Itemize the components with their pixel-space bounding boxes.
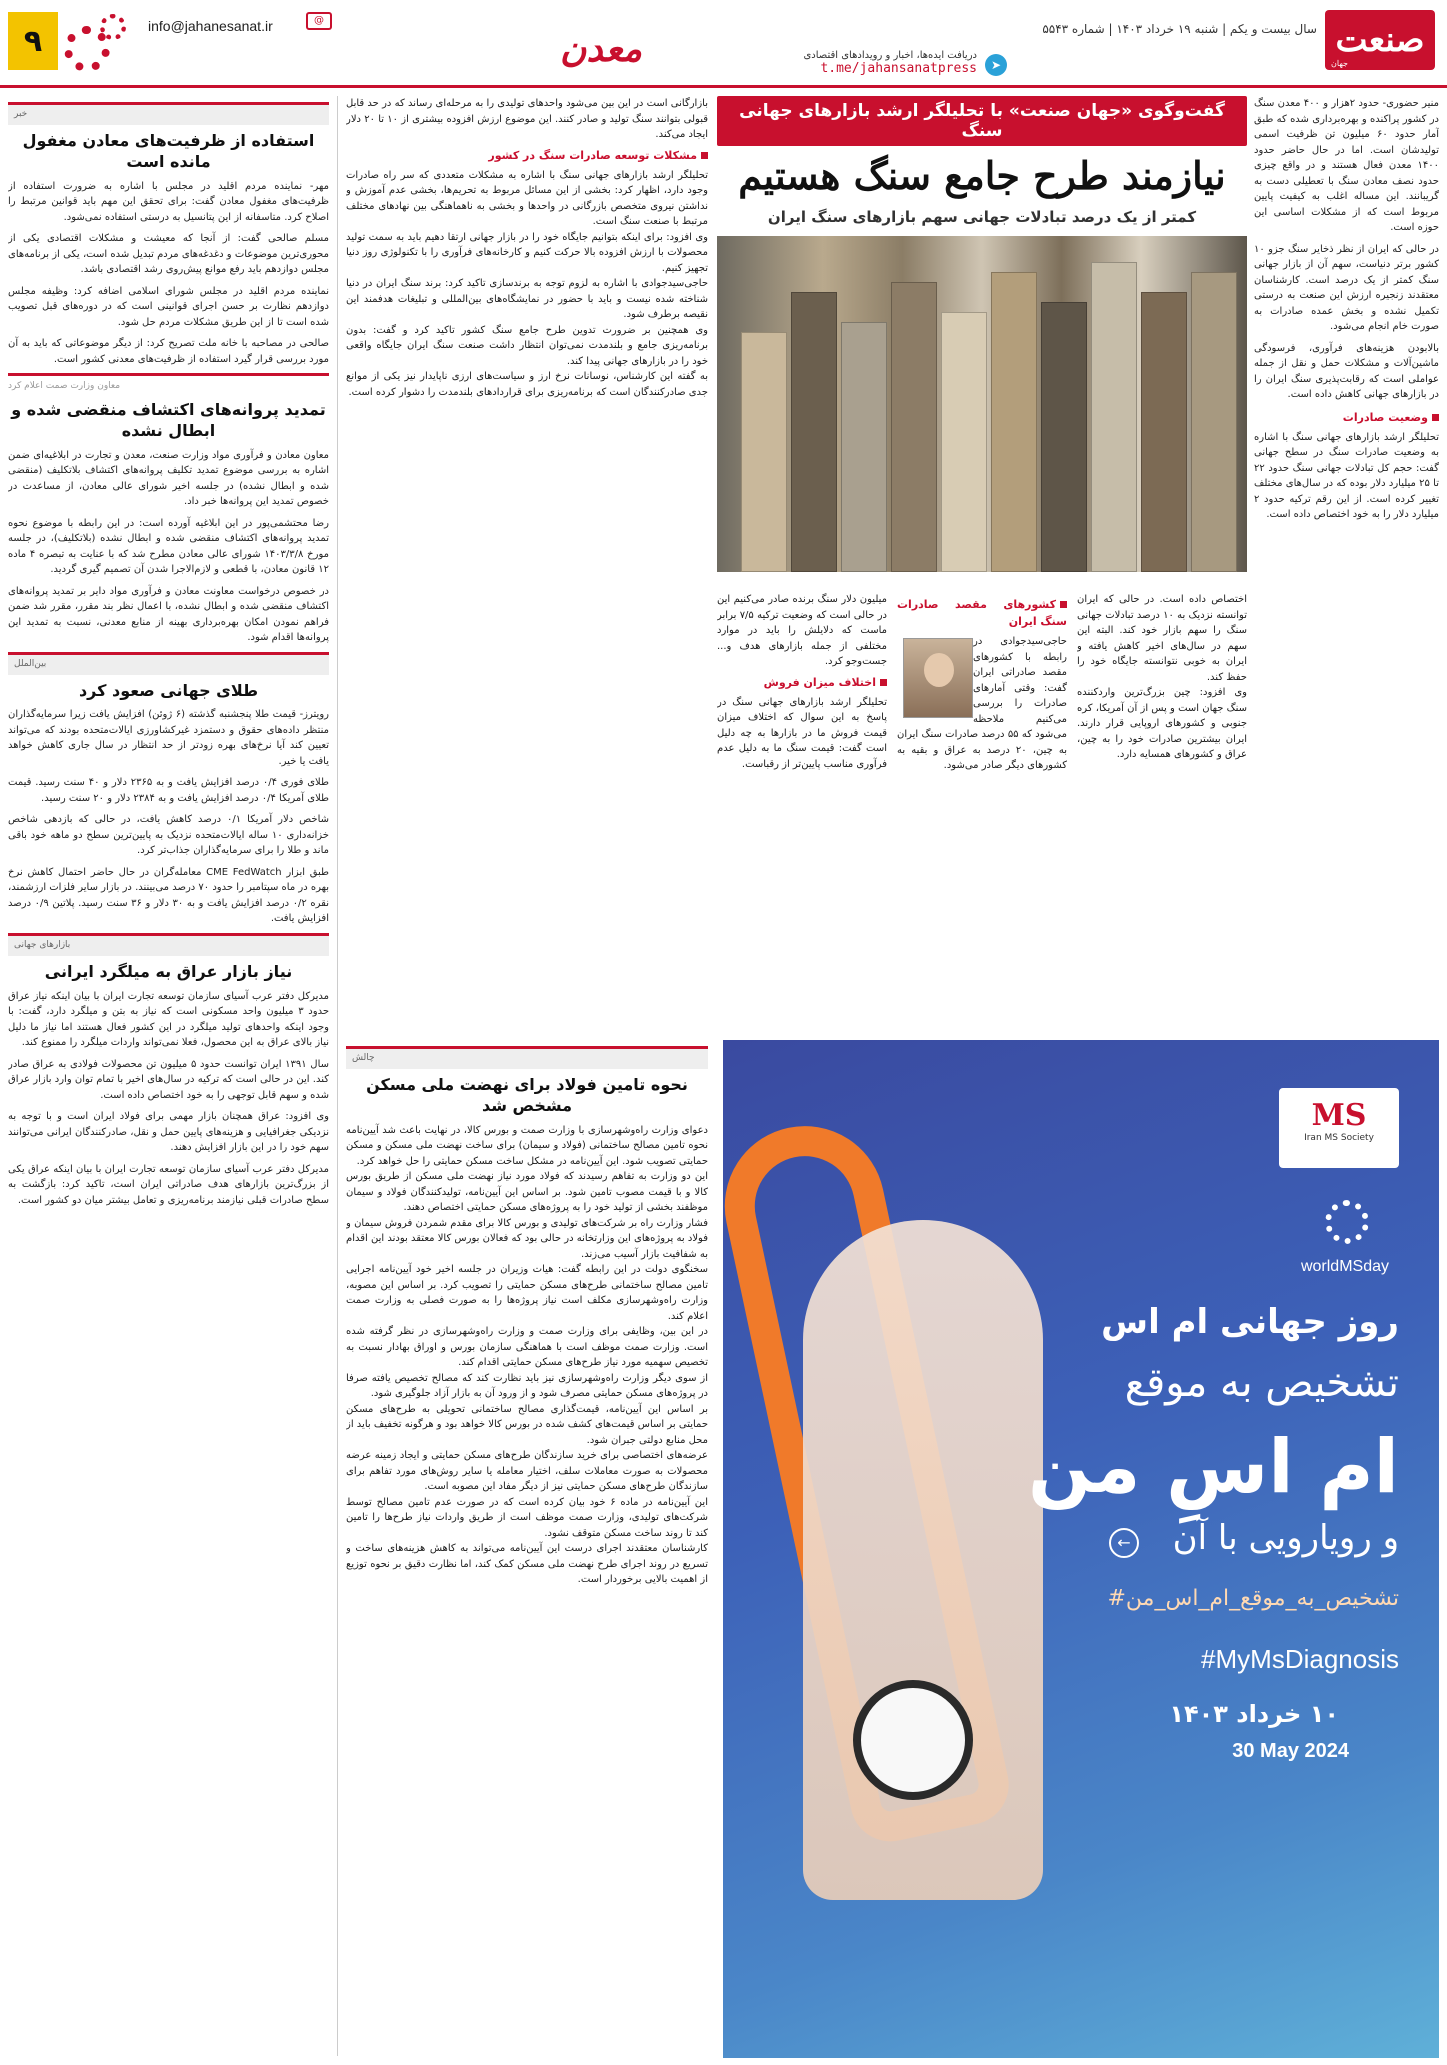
paragraph: مهر- نماینده مردم اقلید در مجلس با اشاره به ضرورت استفاده از ظرفیت‌های مغفول معادن گفت: برای تحقق این مهم باید قوانین مرتبط را اصلاح کرد. متاسفانه از این پتانسیل به درستی استفاده نمی‌شود. bbox=[8, 180, 329, 223]
ad-date-en: 30 May 2024 bbox=[1232, 1740, 1349, 1762]
ms-society-logo bbox=[1279, 1088, 1399, 1168]
paragraph: طلای فوری ۰/۴ درصد افزایش یافت و به ۲۳۶۵ دلار و ۴۰ سنت رسید. قیمت طلای آمریکا ۰/۴ درصد افزایش یافت و به ۲۳۸۴ دلار و ۲۰ سنت رسید. bbox=[8, 777, 329, 804]
paragraph: بر اساس این آیین‌نامه، قیمت‌گذاری مصالح ساختمانی تحویلی به طرح‌های مسکن حمایتی بر اساس قیمت‌های کشف شده در بورس کالا خواهد بود و هرگونه تخفیف باید از محل منابع دولتی جبران شود. bbox=[346, 1403, 708, 1446]
subheading: اختلاف میزان فروش bbox=[717, 674, 887, 691]
paragraph: رضا محتشمی‌پور در این ابلاغیه آورده است: در این رابطه با موضوع نحوه تمدید پروانه‌های اکتشاف منقضی شده و ابطال نشده (بلاتکلیف)، در جلسه مورخ ۱۴۰۳/۳/۸ شورای عالی معادن مطرح شد که با عنایت به تبصره ۴ ماده ۱۲ قانون معادن، با قطعی و لازم‌الاجرا شدن آن تصمیم گیری گردید. bbox=[8, 517, 329, 576]
brand-logo[interactable] bbox=[1325, 10, 1435, 70]
article-title[interactable]: استفاده از ظرفیت‌های معادن مغفول مانده است bbox=[22, 130, 315, 171]
ad-line: روز جهانی ام اس bbox=[1101, 1302, 1399, 1342]
subheading: وضعیت صادرات bbox=[1254, 409, 1439, 426]
paragraph: وی افزود: عراق همچنان بازار مهمی برای فولاد ایران است و با توجه به نزدیکی جغرافیایی و هزینه‌های پایین حمل و نقل، صادرکنندگان ایرانی می‌توانند سهم خود را در این بازار افزایش دهند. bbox=[8, 1111, 329, 1154]
challenge-article bbox=[346, 1040, 708, 2058]
feature-article bbox=[717, 96, 1247, 572]
sub-column bbox=[717, 592, 887, 1032]
article-title[interactable]: نیاز بازار عراق به میلگرد ایرانی bbox=[44, 961, 293, 981]
logo-text: Iran MS Society bbox=[1304, 1133, 1374, 1143]
paragraph: این دو وزارت به تفاهم رسیدند که فولاد مورد نیاز نهضت ملی مسکن از طریق بورس کالا و با قیمت مصوب تامین شود. بر اساس این آیین‌نامه، تولیدکنندگان فولاد و سیمان موظفند بخشی از تولید خود را به پروژه‌های مسکن حمایتی اختصاص دهند. bbox=[346, 1171, 708, 1214]
wristwatch-icon bbox=[853, 1680, 973, 1800]
paragraph: تحلیلگر ارشد بازارهای جهانی سنگ در پاسخ به این سوال که اختلاف میزان قیمت فروش ما در بازارها به چه دلیل است گفت: قیمت سنگ ما به دلیل عدم فرآوری مناسب پایین‌تر از رقباست. bbox=[717, 696, 887, 770]
paragraph: تحلیلگر ارشد بازارهای جهانی سنگ با اشاره به مشکلات متعددی که سر راه صادرات وجود دارد، اظهار کرد: بخشی از این مسائل مربوط به تحریم‌ها، بخشی عدم آموزش و نداشتن نیروی متخصص بازرگانی در واحدها و بخشی به ناهماهنگی بین نهادهای مختلف مرتبط با صنعت سنگ است. bbox=[346, 169, 708, 228]
paragraph: در خصوص درخواست معاونت معادن و فرآوری مواد دایر بر تمدید پروانه‌های اکتشاف منقضی شده و ابطال نشده، با اعمال نظر بند مقرر، مقرر شد ضمن فراهم نمودن امکان بهره‌برداری بهینه از منابع معدنی، نسبت به تمدید این پروانه‌ها اقدام شود. bbox=[8, 585, 329, 644]
brand-sub: جهان bbox=[1331, 59, 1348, 68]
paragraph: طبق ابزار CME FedWatch معامله‌گران در حال حاضر احتمال کاهش نرخ بهره در ماه سپتامبر را حدود ۷۰ درصد می‌بینند. در بازار سایر فلزات ارزشمند، نقره ۰/۲ درصد افزایش یافت و به ۳۰ دلار و ۳۶ سنت رسید. پلاتین ۰/۹ درصد افزایش یافت. bbox=[8, 866, 330, 925]
paragraph: وی همچنین بر ضرورت تدوین طرح جامع سنگ کشور تاکید کرد و گفت: بدون برنامه‌ریزی جامع و بلندمدت نمی‌توان انتظار داشت صنعت سنگ ایران جایگاه واقعی خود را در بازارهای جهانی پیدا کند. bbox=[346, 324, 708, 367]
paragraph: رویترز- قیمت طلا پنجشنبه گذشته (۶ ژوئن) افزایش یافت زیرا سرمایه‌گذاران منتظر داده‌های حقوق و دستمزد غیرکشاورزی ایالات‌متحده بودند که می‌تواند تعیین کند آیا نرخ‌های بهره زودتر از حد انتظار در سال جاری کاهش خواهد یافت یا خیر. bbox=[8, 709, 329, 767]
paragraph: میلیون دلار سنگ برنده صادر می‌کنیم این در حالی است که وضعیت ترکیه ۷/۵ برابر ماست که دلایلش را باید در موارد مختلفی از جمله بازارهای هدف و... جست‌وجو کرد. bbox=[717, 594, 887, 667]
paragraph: حاجی‌سیدجوادی در رابطه با کشورهای مقصد صادراتی ایران گفت: وقتی آمارهای صادرات را بررسی می‌کنیم ملاحظه می‌شود که ۵۵ درصد صادرات سنگ ایران به چین، ۲۰ درصد به عراق و بقیه به کشورهای دیگر صادر می‌شود. bbox=[897, 636, 1067, 772]
paragraph: عرضه‌های اختصاصی برای خرید سازندگان طرح‌های مسکن حمایتی و ایجاد زمینه عرضه محصولات به صورت معاملات سلف، اختیار معامله یا سایر روش‌های مورد تفاهم برای سازندگان طرح‌های مسکن حمایتی نیز از دیگر مفاد این مصوبه است. bbox=[346, 1450, 708, 1493]
paragraph: مدیرکل دفتر عرب آسیای سازمان توسعه تجارت ایران با بیان اینکه نیاز عراق حدود ۳ میلیون واحد مسکونی است که نیاز به بتن و میلگرد دارد، گفت: با وجود اینکه واحدهای تولید میلگرد در این کشور فعال هستند اما نیاز ما دلیل نیاز بالای عراق به این محصول، فعلا نمی‌تواند واردات میلگرد را ممنوع کند. bbox=[8, 990, 329, 1049]
feature-continuation bbox=[717, 592, 1247, 1032]
paragraph: منیر حضوری- حدود ۲هزار و ۴۰۰ معدن سنگ در کشور پراکنده و بهره‌برداری شده که طبق آمار حدود ۶۰ میلیون تن ظرفیت اسمی تولیدشان است. اما در حال حاضر حدود ۱۴۰۰ معدن فعال هستند و در واقع چیزی حدود نصف معادن سنگ با تعطیلی دست به گریبانند. این مساله اغلب به کیفیت پایین مربوط است که از مشکلات اساسی این حوزه است. bbox=[1254, 98, 1439, 233]
divider bbox=[8, 373, 329, 376]
ad-date-fa: ۱۰ خرداد ۱۴۰۳ bbox=[1169, 1700, 1339, 1728]
paragraph: در این بین، وظایفی برای وزارت صمت و وزارت راه‌وشهرسازی در نظر گرفته شده است. وزارت صمت موظف است با هماهنگی سازمان بورس و اوراق بهادار نسبت به تخصیص سهمیه مورد نیاز طرح‌های مسکن حمایتی اقدام کند. bbox=[346, 1326, 708, 1369]
gear-small-icon bbox=[100, 14, 126, 40]
article-kicker: معاون وزارت صمت اعلام کرد bbox=[8, 381, 121, 392]
paragraph: در حالی که ایران از نظر ذخایر سنگ جزو ۱۰ کشور برتر دنیاست، سهم آن از بازار جهانی سنگ کمتر از یک درصد است. کارشناسان معتقدند زنجیره ارزش این صنعت به درستی تکمیل نشده و بخش عمده صادرات به صورت خام انجام می‌شود. bbox=[1254, 243, 1439, 332]
box-label: خبر bbox=[8, 102, 329, 125]
section-title: معدن bbox=[560, 28, 642, 70]
news-column bbox=[8, 96, 338, 2056]
logo-mark: MS bbox=[1311, 1098, 1367, 1133]
lead-column bbox=[1254, 96, 1439, 1026]
telegram-text: دریافت ایده‌ها، اخبار و رویدادهای اقتصادی bbox=[803, 50, 977, 61]
paragraph: شاخص دلار آمریکا ۰/۱ درصد کاهش یافت، در حالی که بازدهی شاخص خزانه‌داری ۱۰ ساله ایالات‌متحده نزدیک به پایین‌ترین سطح دو ماهه خود باقی ماند و طلا را برای سرمایه‌گذاران جذاب‌تر کرد. bbox=[8, 814, 329, 857]
kicker: گفت‌وگوی «جهان صنعت» با تحلیلگر ارشد بازارهای جهانی سنگ bbox=[717, 96, 1247, 146]
ad-hashtag-en[interactable]: #MyMsDiagnosis bbox=[1201, 1644, 1399, 1674]
paragraph: اختصاص داده است. در حالی که ایران توانسته نزدیک به ۱۰ درصد تبادلات جهانی سنگ را سهم بازار خود کند. البته این سهم در سال‌های اخیر کاهش یافته و ایران به خوبی نتوانسته جایگاه خود را حفظ کند. bbox=[1077, 594, 1247, 683]
paragraph: وی افزود: برای اینکه بتوانیم جایگاه خود را در بازار جهانی ارتقا دهیم باید به سمت تولید محصولات با ارزش افزوده بالا حرکت کنیم و کارخانه‌های فرآوری را با تکنولوژی روز دنیا تجهیز کنیم. bbox=[346, 231, 708, 274]
paragraph: وی افزود: چین بزرگ‌ترین واردکننده سنگ جهان است و پس از آن آمریکا، کره جنوبی و کشورهای اروپایی قرار دارند. ایران بیشترین صادرات خود را به چین، عراق و کشورهای همسایه دارد. bbox=[1077, 687, 1247, 760]
paragraph: تحلیلگر ارشد بازارهای جهانی سنگ با اشاره به وضعیت صادرات سنگ در سطح جهانی گفت: حجم کل تبادلات جهانی سنگ حدود ۲۲ تا ۲۵ میلیارد دلار بوده که در سال‌های مختلف تغییر کرده است. از این رقم ترکیه حدود ۲ میلیارد دلار را به خود اختصاص داده است. bbox=[1254, 431, 1439, 521]
stone-slabs-photo bbox=[717, 236, 1247, 572]
box-label: بین‌الملل bbox=[8, 652, 329, 675]
headline[interactable]: نیازمند طرح جامع سنگ هستیم bbox=[738, 153, 1226, 198]
article-title[interactable]: طلای جهانی صعود کرد bbox=[78, 680, 259, 700]
analyst-portrait bbox=[903, 638, 973, 718]
ad-hashtag-fa[interactable]: تشخیص_به_موقع_ام_اس_من# bbox=[1107, 1586, 1399, 1611]
paragraph: بالابودن هزینه‌های فرآوری، فرسودگی ماشین‌آلات و مشکلات حمل و نقل از جمله عواملی است که رقابت‌پذیری سنگ ایران را در بازارهای جهانی کاهش داده است. bbox=[1254, 342, 1439, 400]
subheadline: کمتر از یک درصد تبادلات جهانی سهم بازارهای سنگ ایران bbox=[767, 207, 1197, 226]
subheading: کشورهای مقصد صادرات سنگ ایران bbox=[897, 596, 1067, 630]
arrow-left-icon: ← bbox=[1109, 1528, 1139, 1558]
ad-line: و رویارویی با آن bbox=[1172, 1518, 1399, 1558]
page-number: ۹ bbox=[8, 12, 58, 70]
paragraph: سال ۱۳۹۱ ایران توانست حدود ۵ میلیون تن محصولات فولادی به عراق صادر کند. این در حالی است که ترکیه در سال‌های اخیر با تمام توان وارد بازار عراق شده و سهم قابل توجهی را به خود اختصاص داده است. bbox=[8, 1058, 329, 1101]
paragraph: نماینده مردم اقلید در مجلس شورای اسلامی اضافه کرد: وظیفه مجلس دوازدهم نظارت بر حسن اجرای قوانینی است که در دوره‌های قبل تصویب شده است تا از این طریق مشکلات مردم حل شود. bbox=[8, 285, 329, 328]
paragraph: مدیرکل دفتر عرب آسیای سازمان توسعه تجارت ایران با بیان اینکه عراق یکی از بزرگ‌ترین بازارهای هدف صادراتی ایران است، تاکید کرد: بازگشت به سطح صادرات قبلی نیازمند برنامه‌ریزی و تعامل بیشتر میان دو کشور است. bbox=[8, 1163, 329, 1206]
paragraph: این آیین‌نامه در ماده ۶ خود بیان کرده است که در صورت عدم تامین مصالح توسط شرکت‌های تولیدی، وزارت صمت موظف است از طریق واردات نیاز طرح‌ها را تامین کند تا روند ساخت مسکن متوقف نشود. bbox=[346, 1496, 708, 1539]
paragraph: دعوای وزارت راه‌وشهرسازی با وزارت صمت و بورس کالا، در نهایت باعث شد آیین‌نامه نحوه تامین مصالح ساختمانی (فولاد و سیمان) برای ساخت نهضت ملی مسکن و مسکن حمایتی تصویب شود. این آیین‌نامه در مشکل ساخت مسکن حمایتی را حل خواهد کرد. bbox=[346, 1124, 708, 1167]
sub-column bbox=[1077, 592, 1247, 1032]
box-label: بازارهای جهانی bbox=[8, 933, 329, 956]
article-title[interactable]: نحوه تامین فولاد برای نهضت ملی مسکن مشخص شد bbox=[366, 1074, 688, 1115]
paragraph: کارشناسان معتقدند اجرای درست این آیین‌نامه می‌تواند به کاهش هزینه‌های ساخت و تسریع در روند اجرای طرح نهضت ملی مسکن کمک کند، اما نظارت دقیق بر نحوه توزیع از اهمیت بالایی برخوردار است. bbox=[346, 1543, 708, 1586]
paragraph: سخنگوی دولت در این رابطه گفت: هیات وزیران در جلسه اخیر خود آیین‌نامه اجرایی تامین مصالح ساختمانی طرح‌های مسکن حمایتی را تصویب کرد. بر اساس این مصوبه، وزارت راه‌وشهرسازی مکلف است نیاز پروژه‌ها را به صورت فصلی به وزارت صمت اعلام کند. bbox=[346, 1264, 708, 1322]
feature-middle-column bbox=[346, 96, 708, 996]
paragraph: از سوی دیگر وزارت راه‌وشهرسازی نیز باید نظارت کند که مصالح تخصیص یافته صرفا در پروژه‌های مسکن حمایتی مصرف شود و از ورود آن به بازار آزاد جلوگیری شود. bbox=[346, 1372, 708, 1400]
telegram-box bbox=[803, 50, 977, 76]
sub-column bbox=[897, 592, 1067, 1032]
box-label: چالش bbox=[346, 1046, 708, 1069]
masthead bbox=[0, 0, 1447, 88]
ad-line-large: ام اسِ من bbox=[1027, 1424, 1399, 1510]
telegram-link[interactable]: t.me/jahansanatpress bbox=[820, 61, 977, 76]
paragraph: بازارگانی است در این بین می‌شود واحدهای تولیدی را به مرحله‌ای رساند که در حد قابل قبولی بتوانند سنگ تولید و صادر کنند. این موضوع ارزش افزوده بیشتری از ۱۰ تا ۲۰ دلار ایجاد می‌کند. bbox=[346, 98, 708, 140]
ms-day-advertisement[interactable] bbox=[723, 1040, 1439, 2058]
world-ms-day-text: worldMSday bbox=[1300, 1258, 1389, 1275]
mail-icon: @ bbox=[306, 12, 332, 30]
world-ms-day-flower-icon bbox=[1325, 1200, 1369, 1244]
paragraph: صالحی در مصاحبه با خانه ملت تصریح کرد: از دیگر موضوعاتی که باید به آن مورد بررسی قرار گیرد استفاده از ظرفیت‌های معدنی کشور است. bbox=[8, 338, 329, 365]
brand-name: صنعت bbox=[1335, 20, 1425, 60]
paragraph: معاون معادن و فرآوری مواد وزارت صنعت، معدن و تجارت در ابلاغیه‌ای ضمن اشاره به بررسی موضوع تمدید تکلیف پروانه‌های اکتشاف بلاتکلیف (منقضی شده و ابطال نشده) در جلسه اخیر شورای عالی معادن، از مساعدت در خصوص تمدید این پروانه‌ها خبر داد. bbox=[8, 449, 329, 508]
paragraph: به گفته این کارشناس، نوسانات نرخ ارز و سیاست‌های ارزی ناپایدار نیز یکی از موانع جدی صادرکنندگان است که برنامه‌ریزی برای قراردادهای بلندمدت را دشوار کرده است. bbox=[346, 371, 708, 398]
email-link[interactable]: info@jahanesanat.ir bbox=[148, 18, 273, 34]
paragraph: مسلم صالحی گفت: از آنجا که معیشت و مشکلات اقتصادی یکی از محوری‌ترین موضوعات و دغدغه‌های مردم تبدیل شده است، یکی از برنامه‌های مجلس دوازدهم باید رفع موانع پیش‌روی رشد اقتصادی باشد. bbox=[8, 233, 329, 276]
issue-line: سال بیست و یکم | شنبه ۱۹ خرداد ۱۴۰۳ | شماره ۵۵۴۳ bbox=[1042, 22, 1317, 36]
telegram-icon[interactable]: ➤ bbox=[985, 54, 1007, 76]
paragraph: حاجی‌سیدجوادی با اشاره به لزوم توجه به برندسازی تاکید کرد: برند سنگ ایران در دنیا شناخته شده نیست و باید با حضور در نمایشگاه‌های بین‌المللی و تبلیغات هدفمند این نقیصه برطرف شود. bbox=[346, 278, 708, 321]
paragraph: فشار وزارت راه بر شرکت‌های تولیدی و بورس کالا برای مقدم شمردن فروش سیمان و فولاد به پروژه‌های این وزارتخانه در حالی بود که فعالان بورس کالا معتقد بودند این اقدام به شفافیت بازار آسیب می‌زند. bbox=[346, 1217, 708, 1260]
ad-line: تشخیص به موقع bbox=[1124, 1360, 1399, 1406]
subheading: مشکلات توسعه صادرات سنگ در کشور bbox=[346, 147, 708, 164]
article-title[interactable]: تمدید پروانه‌های اکتشاف منقضی شده و ابطال نشده bbox=[11, 399, 326, 440]
